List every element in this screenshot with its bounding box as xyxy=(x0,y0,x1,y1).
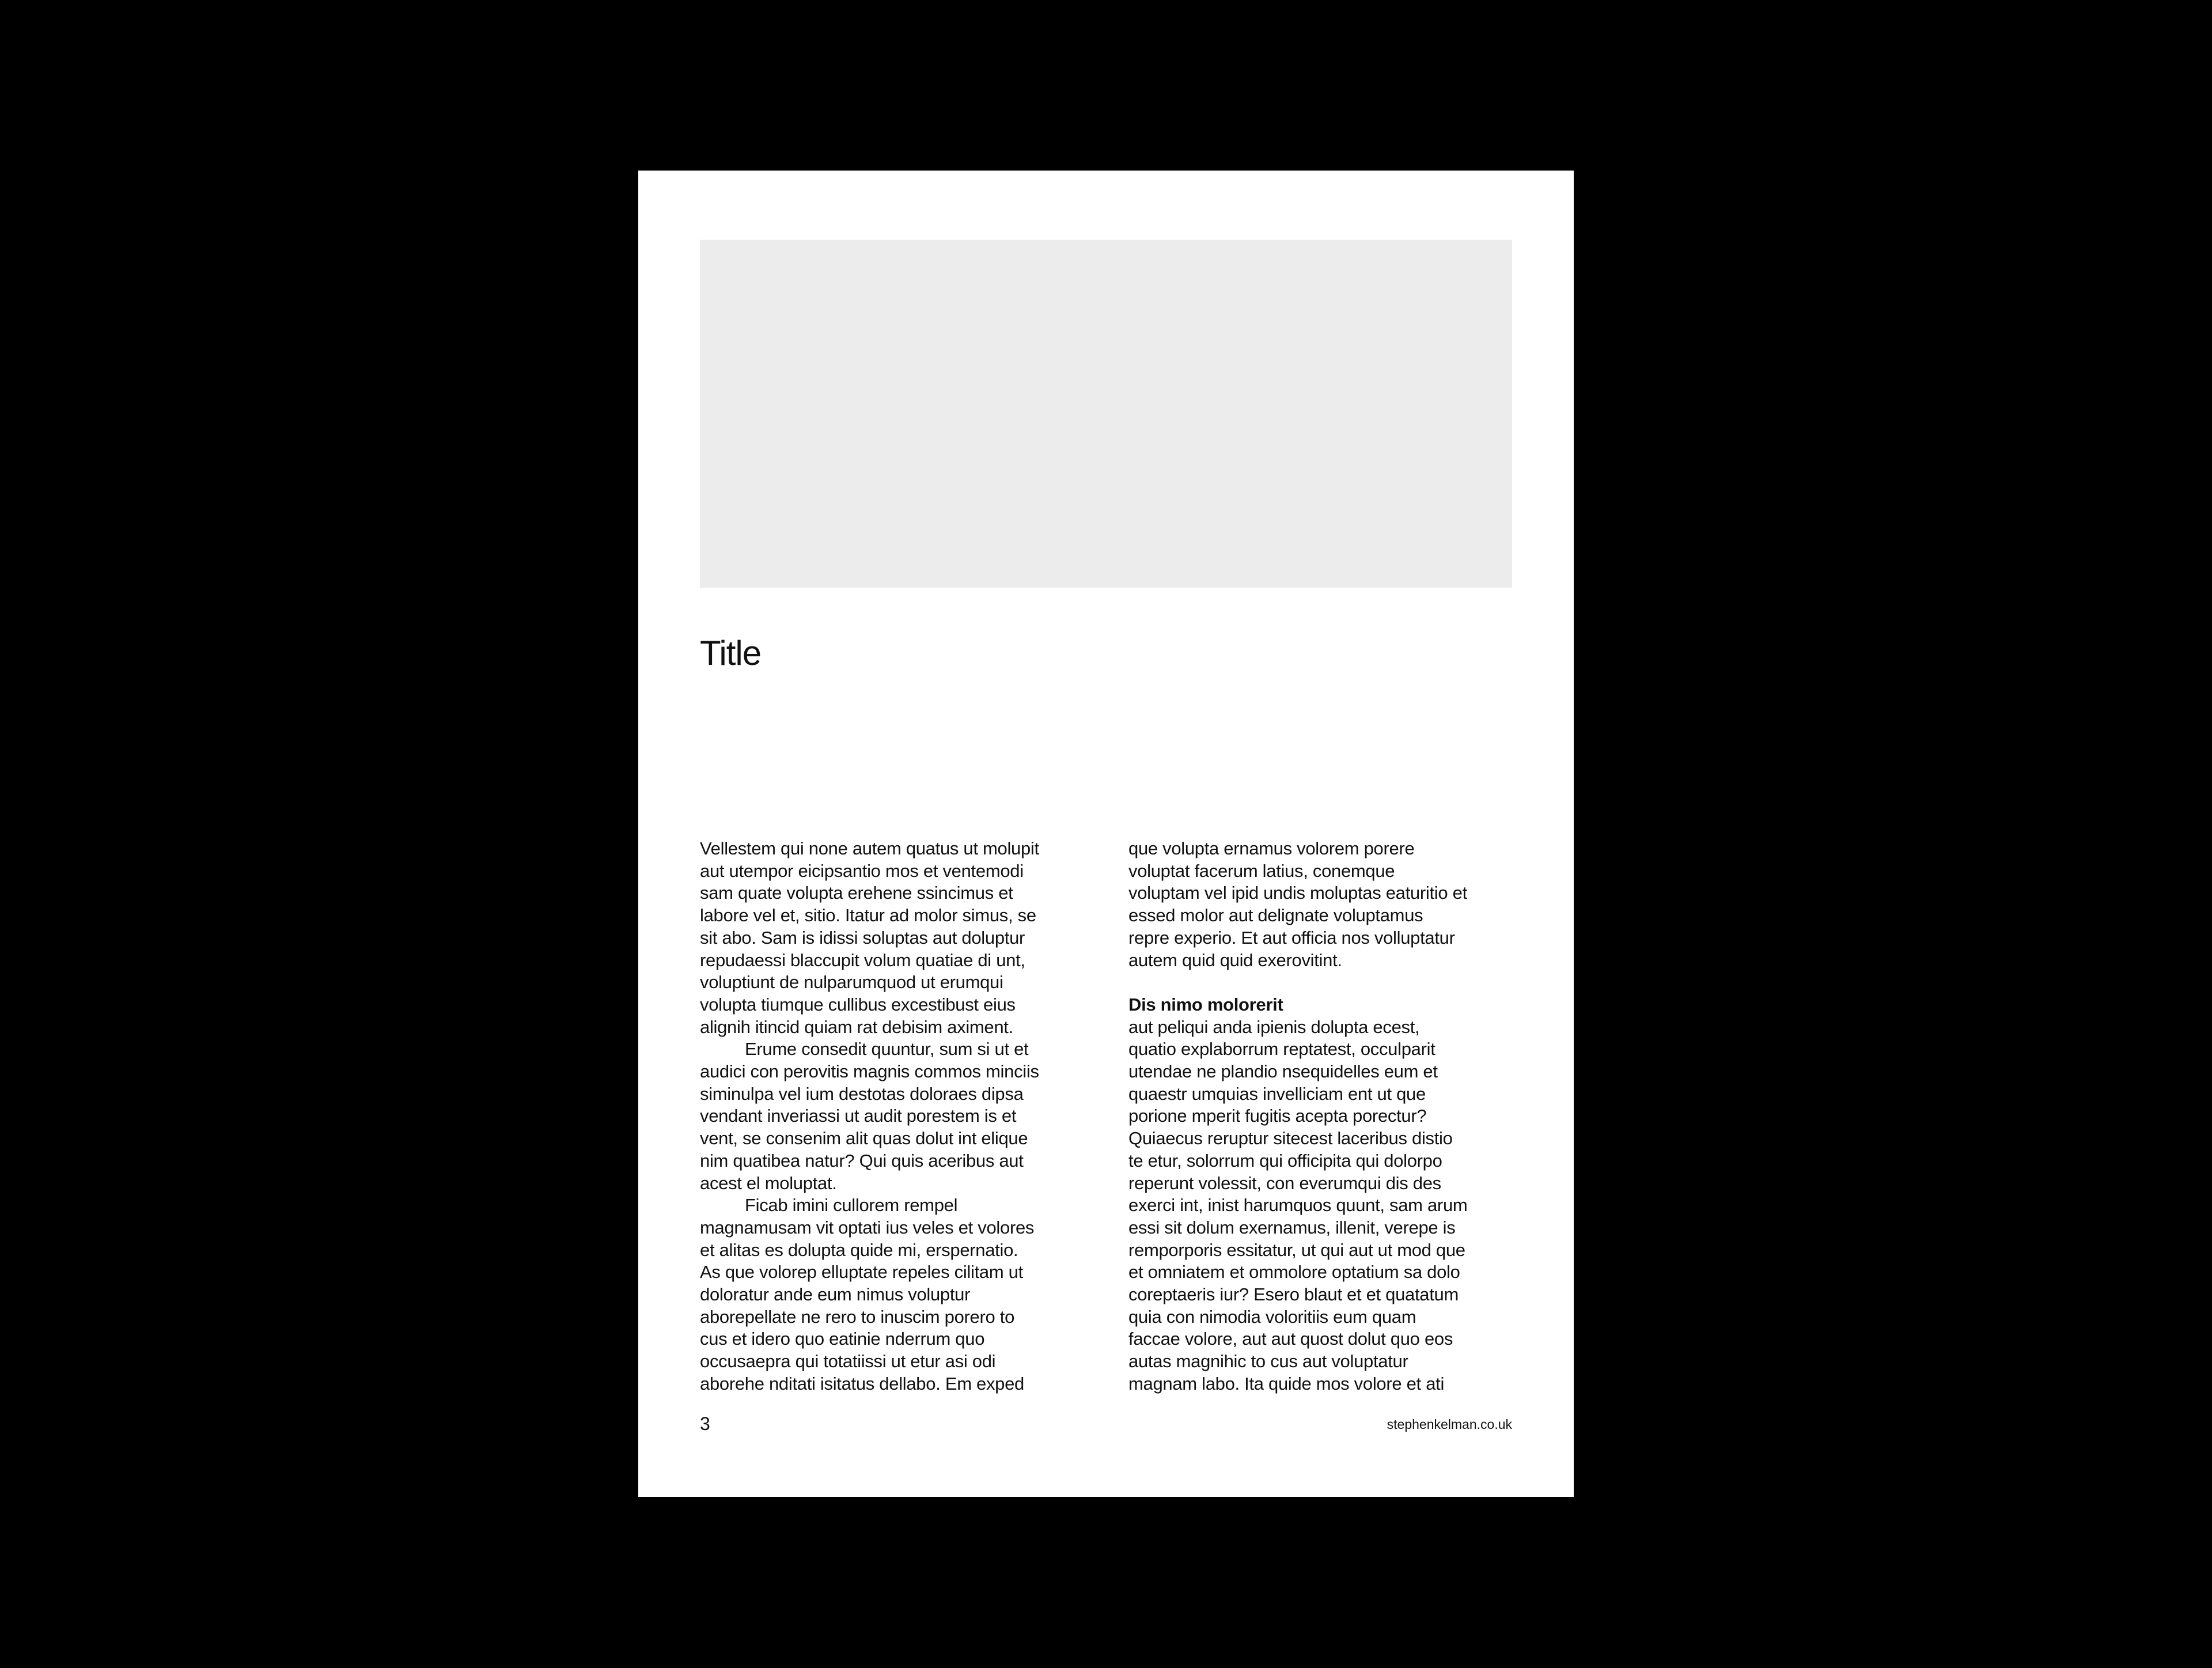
text-line: Ficab imini cullorem rempel xyxy=(745,1195,958,1216)
text-line: Vellestem qui none autem quatus ut molupit xyxy=(700,838,1039,858)
paragraph-spacer xyxy=(1128,971,1520,994)
text-line: quia con nimodia voloritiis eum quam xyxy=(1128,1306,1416,1327)
text-line: doloratur ande eum nimus voluptur xyxy=(700,1284,971,1305)
text-line: sit abo. Sam is idissi soluptas aut doluptur xyxy=(700,927,1025,948)
text-line: faccae volore, aut aut quost dolut quo eos xyxy=(1128,1329,1453,1349)
text-line: que volupta ernamus volorem porere xyxy=(1128,838,1415,858)
document-page xyxy=(638,171,1574,1497)
text-line: remporporis essitatur, ut qui aut ut mod que xyxy=(1128,1239,1465,1260)
text-line: repudaessi blaccupit volum quatiae di unt, xyxy=(700,950,1025,970)
text-line: aut peliqui anda ipienis dolupta ecest, xyxy=(1128,1016,1420,1037)
text-line: quatio explaborrum reptatest, occulparit xyxy=(1128,1039,1435,1060)
text-line: essed molor aut delignate voluptamus xyxy=(1128,905,1423,926)
text-line: aborepellate ne rero to inuscim porero to xyxy=(700,1306,1015,1327)
text-line: vendant inveriassi ut audit porestem is et xyxy=(700,1106,1017,1126)
text-line: audici con perovitis magnis commos minciis xyxy=(700,1061,1039,1082)
text-line: coreptaeris iur? Esero blaut et et quatatum xyxy=(1128,1284,1459,1305)
text-line: alignih itincid quiam rat debisim aximent. xyxy=(700,1016,1013,1037)
footer-url: stephenkelman.co.uk xyxy=(1387,1417,1512,1432)
paragraph-continued xyxy=(1128,838,1520,971)
text-line: volupta tiumque cullibus excestibust eius xyxy=(700,994,1016,1015)
text-line: aborehe nditati isitatus dellabo. Em exped xyxy=(700,1373,1024,1394)
page-title: Title xyxy=(700,634,762,672)
text-line: et alitas es dolupta quide mi, erspernatio. xyxy=(700,1239,1018,1260)
paragraph-2 xyxy=(700,1038,1092,1194)
text-line: porione mperit fugitis acepta porectur? xyxy=(1128,1106,1427,1126)
text-line: et omniatem et ommolore optatium sa dolo xyxy=(1128,1262,1460,1283)
text-line: quaestr umquias invelliciam ent ut que xyxy=(1128,1083,1426,1104)
text-line: As que volorep elluptate repeles cilitam ut xyxy=(700,1262,1023,1283)
text-line: magnam labo. Ita quide mos volore et ati xyxy=(1128,1373,1445,1394)
text-line: labore vel et, sitio. Itatur ad molor simus, se xyxy=(700,905,1036,926)
text-line: acest el moluptat. xyxy=(700,1172,837,1193)
text-line: sam quate volupta erehene ssincimus et xyxy=(700,883,1013,903)
text-line: vent, se consenim alit quas dolut int elique xyxy=(700,1128,1028,1149)
page-number: 3 xyxy=(700,1413,710,1434)
text-line: utendae ne plandio nsequidelles eum et xyxy=(1128,1061,1438,1082)
text-line: magnamusam vit optati ius veles et volores xyxy=(700,1217,1035,1238)
text-line: siminulpa vel ium destotas doloraes dipsa xyxy=(700,1083,1024,1104)
paragraph-3 xyxy=(700,1194,1092,1395)
text-line: occusaepra qui totatiissi ut etur asi odi xyxy=(700,1351,996,1372)
text-line: Erume consedit quuntur, sum si ut et xyxy=(745,1039,1029,1060)
paragraph-1 xyxy=(700,838,1092,1038)
text-line: aut utempor eicipsantio mos et ventemodi xyxy=(700,860,1024,881)
paragraph-section xyxy=(1128,1016,1520,1395)
text-line: repre experio. Et aut officia nos volluptatur xyxy=(1128,927,1455,948)
text-line: autas magnihic to cus aut voluptatur xyxy=(1128,1351,1408,1372)
section-subheading: Dis nimo molorerit xyxy=(1128,994,1283,1015)
text-line: voluptam vel ipid undis moluptas eaturitio et xyxy=(1128,883,1467,903)
text-line: te etur, solorrum qui officipita qui dolorpo xyxy=(1128,1150,1442,1171)
body-column-right xyxy=(1128,838,1520,1395)
body-column-left xyxy=(700,838,1092,1395)
image-placeholder xyxy=(700,240,1512,588)
text-line: nim quatibea natur? Qui quis aceribus aut xyxy=(700,1150,1024,1171)
text-line: exerci int, inist harumquos quunt, sam arum xyxy=(1128,1195,1468,1216)
text-line: reperunt volessit, con everumqui dis des xyxy=(1128,1172,1441,1193)
text-line: voluptiunt de nulparumquod ut erumqui xyxy=(700,972,1003,993)
text-line: voluptat facerum latius, conemque xyxy=(1128,860,1395,881)
text-line: Quiaecus reruptur sitecest laceribus distio xyxy=(1128,1128,1453,1149)
text-line: autem quid quid exerovitint. xyxy=(1128,950,1342,970)
text-line: essi sit dolum exernamus, illenit, verepe is xyxy=(1128,1217,1456,1238)
text-line: cus et idero quo eatinie nderrum quo xyxy=(700,1329,985,1349)
